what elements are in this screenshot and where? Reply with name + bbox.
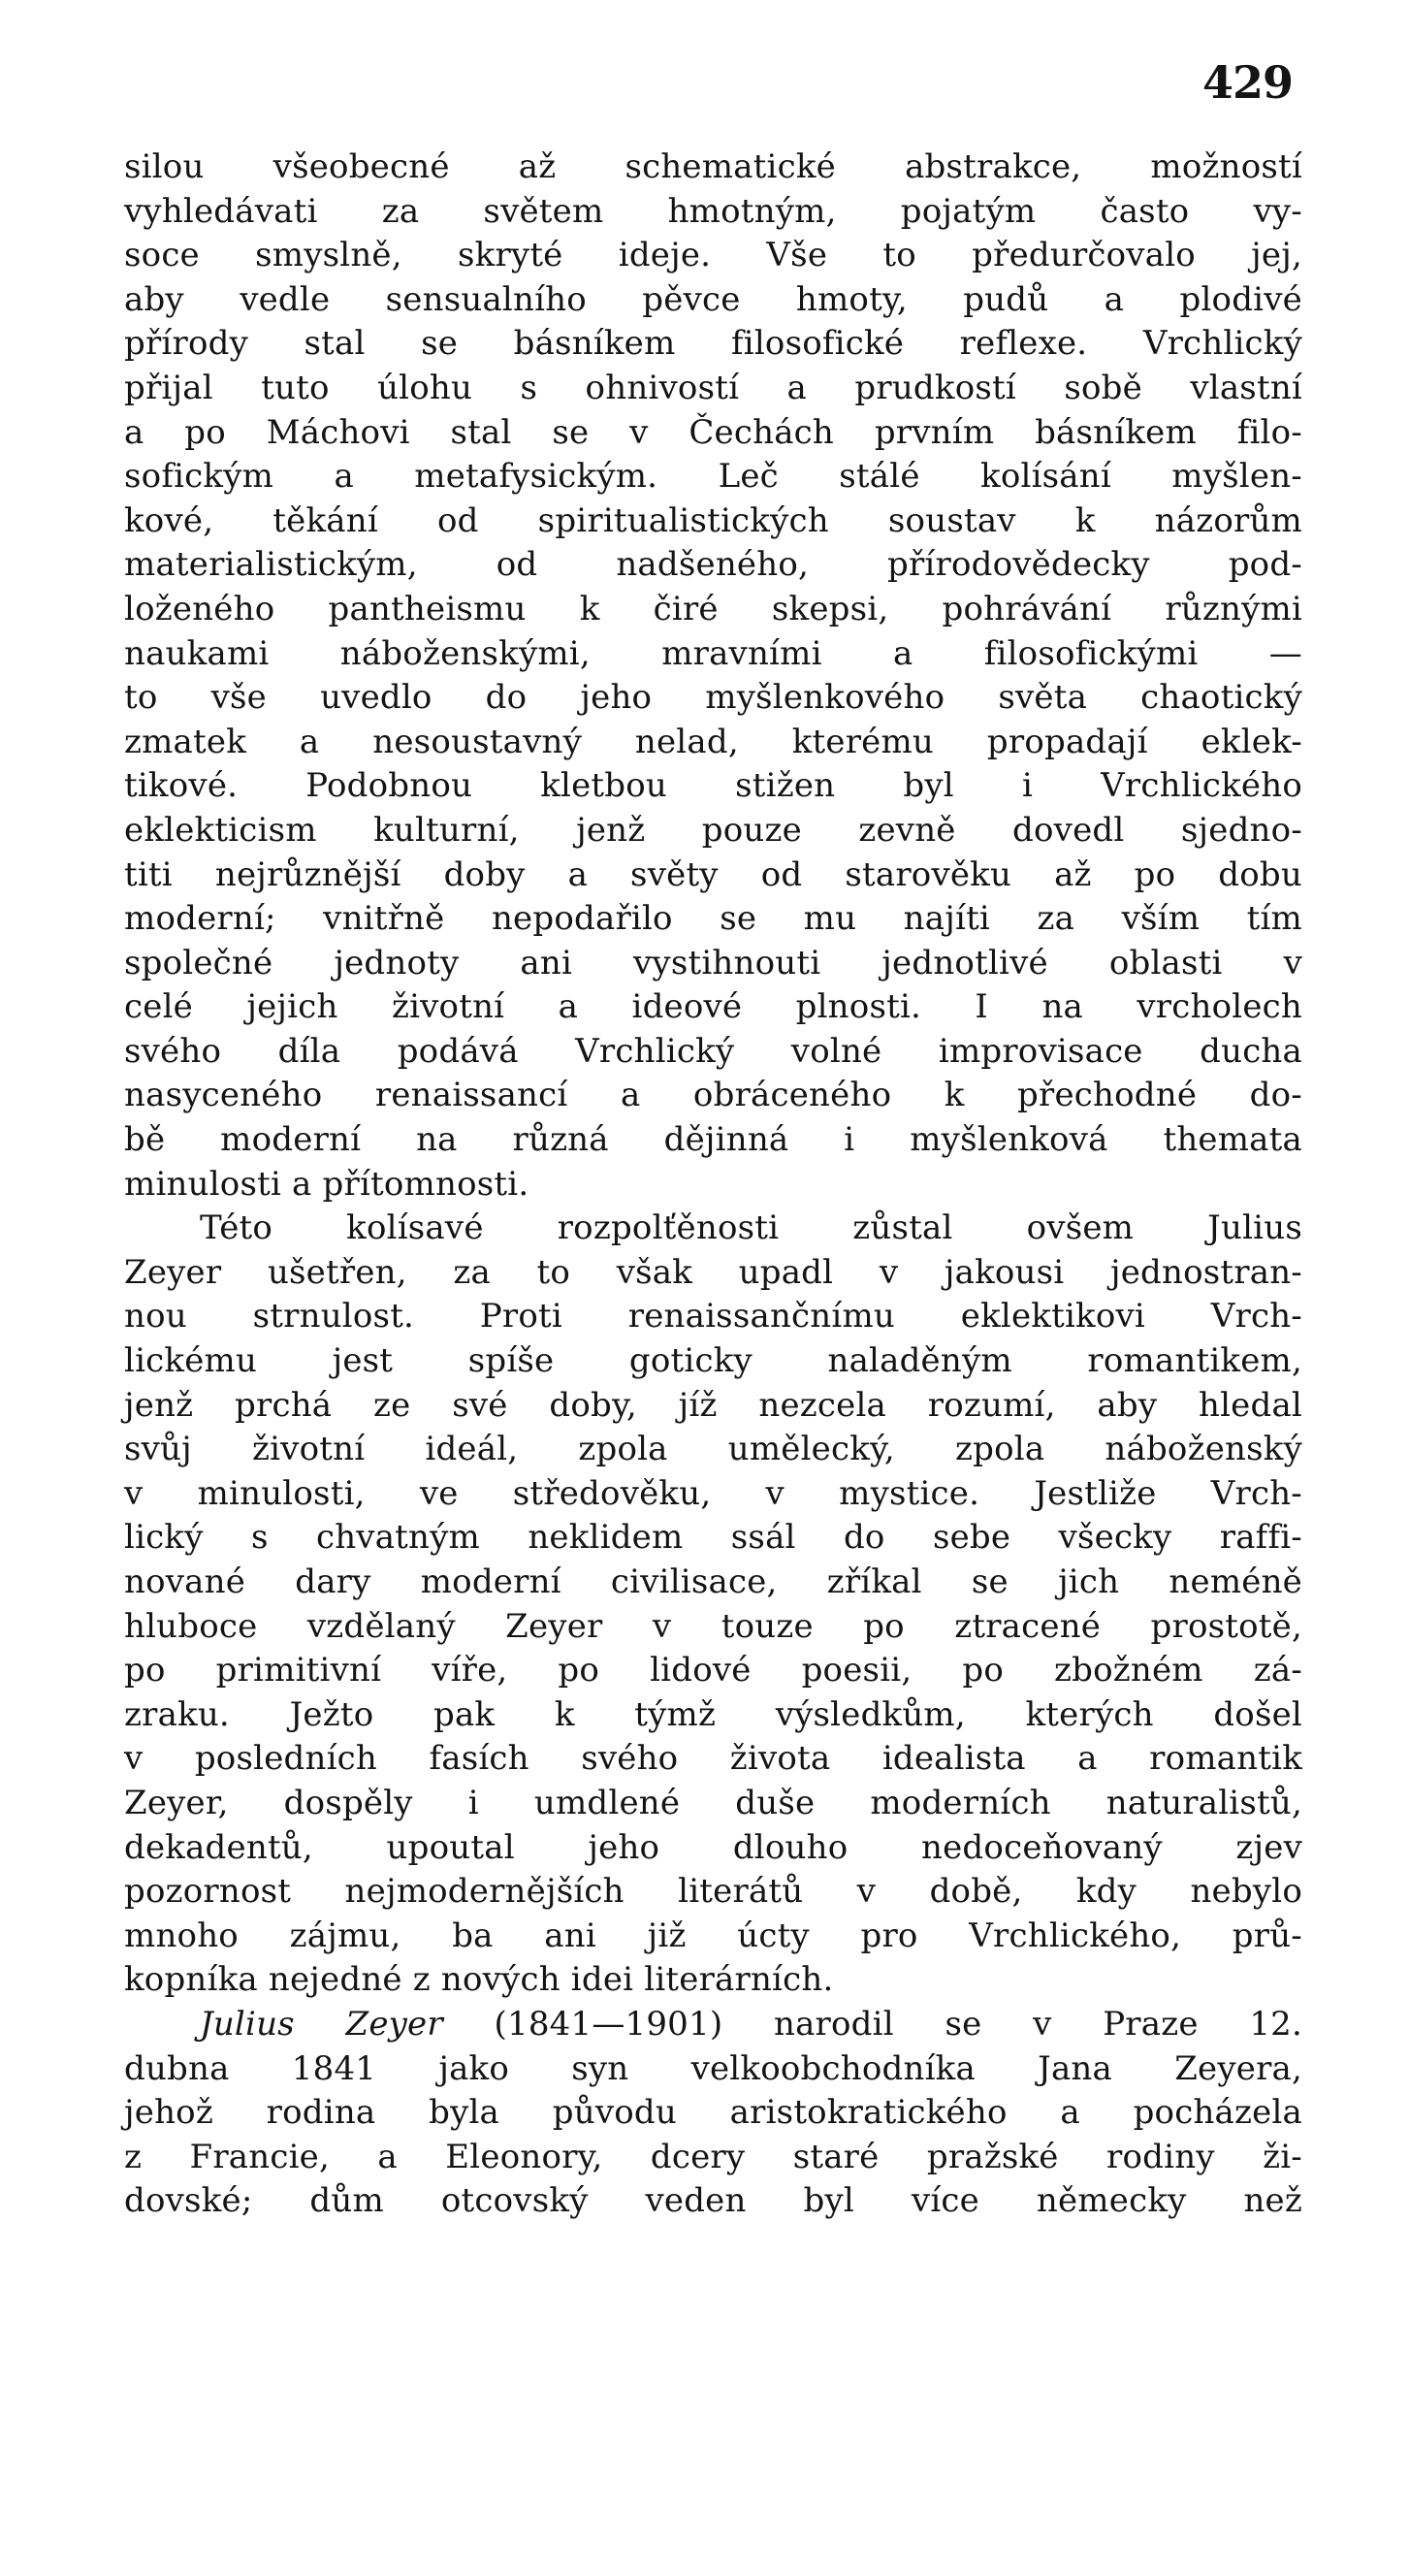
text-line: nasyceného renaissancí a obráceného k přechodné do- [124,1076,1302,1115]
author-name: Julius Zeyer [200,2004,443,2044]
paragraph-3 [124,2003,1302,2224]
text-run: (1841—1901) narodil se v Praze 12. [442,2004,1303,2044]
text-line: lickému jest spíše goticky naladěným romantikem, [124,1341,1302,1381]
text-line: nou strnulost. Proti renaissančnímu eklektikovi Vrch- [124,1297,1302,1336]
text-line: kové, těkání od spiritualistických soustav k názorům [124,500,1302,540]
text-line: sofickým a metafysickým. Leč stálé kolísání myšlen- [124,457,1302,497]
text-line: a po Máchovi stal se v Čechách prvním básníkem filo- [124,412,1302,452]
text-line: nované dary moderní civilisace, zříkal se jich neméně [124,1562,1302,1601]
text-line: z Francie, a Eleonory, dcery staré pražské rodiny ži- [124,2137,1302,2176]
paragraph-1 [124,145,1302,1207]
text-line: po primitivní víře, po lidové poesii, po zbožném zá- [124,1651,1302,1690]
text-line: aby vedle sensualního pěvce hmoty, pudů a plodivé [124,279,1302,319]
text-line: soce smyslně, skryté ideje. Vše to předurčovalo jej, [124,236,1302,275]
text-line: tikové. Podobnou kletbou stižen byl i Vrchlického [124,766,1302,806]
text-line [124,2003,1302,2047]
text-line: loženého pantheismu k čiré skepsi, pohrávání různými [124,589,1302,628]
page-number: 429 [1201,56,1293,109]
text-line: moderní; vnitřně nepodařilo se mu najíti za vším tím [124,899,1302,939]
text-line: dekadentů, upoutal jeho dlouho nedoceňovaný zjev [124,1827,1302,1867]
text-line: silou všeobecné až schematické abstrakce, možností [124,147,1302,186]
text-line: eklekticism kulturní, jenž pouze zevně dovedl sjedno- [124,810,1302,850]
text-line: celé jejich životní a ideové plnosti. I na vrcholech [124,987,1302,1027]
text-line: dovské; dům otcovský veden byl více německy než [124,2181,1302,2221]
text-line: vyhledávati za světem hmotným, pojatým často vy- [124,191,1302,231]
text-line: zraku. Ježto pak k týmž výsledkům, kterých došel [124,1694,1302,1734]
text-line: Zeyer, dospěly i umdlené duše moderních naturalistů, [124,1783,1302,1822]
text-line: dubna 1841 jako syn velkoobchodníka Jana Zeyera, [124,2048,1302,2088]
text-line: přírody stal se básníkem filosofické reflexe. Vrchlický [124,324,1302,364]
text-line: Zeyer ušetřen, za to však upadl v jakousi jednostran- [124,1252,1302,1292]
text-line: materialistickým, od nadšeného, přírodovědecky pod- [124,545,1302,585]
text-line: to vše uvedlo do jeho myšlenkového světa chaotický [124,678,1302,718]
body-text [124,145,1302,2224]
text-line: společné jednoty ani vystihnouti jednotlivé oblasti v [124,943,1302,982]
text-line: kopníka nejedné z nových idei literárních. [124,1960,834,2000]
text-line: pozornost nejmodernějších literátů v době, kdy nebylo [124,1872,1302,1912]
text-line: zmatek a nesoustavný nelad, kterému propadají eklek- [124,722,1302,761]
text-line: Této kolísavé rozpolťěnosti zůstal ovšem Julius [200,1208,1302,1248]
text-line: lický s chvatným neklidem ssál do sebe všecky raffi- [124,1518,1302,1558]
text-line: jenž prchá ze své doby, jíž nezcela rozumí, aby hledal [124,1385,1302,1425]
text-line: svůj životní ideál, zpola umělecký, zpola náboženský [124,1430,1302,1469]
text-line: přijal tuto úlohu s ohnivostí a prudkostí sobě vlastní [124,368,1302,407]
text-line: v posledních fasích svého života idealista a romantik [124,1739,1302,1779]
text-line: naukami náboženskými, mravními a filosofickými — [124,633,1302,673]
text-line: jehož rodina byla původu aristokratického a pocházela [124,2093,1302,2133]
text-line: mnoho zájmu, ba ani již úcty pro Vrchlického, prů- [124,1916,1302,1955]
text-line: titi nejrůznější doby a světy od starověku až po dobu [124,854,1302,894]
text-line: svého díla podává Vrchlický volné improvisace ducha [124,1031,1302,1071]
paragraph-2 [124,1207,1302,2003]
text-line: hluboce vzdělaný Zeyer v touze po ztracené prostotě, [124,1606,1302,1646]
text-line: bě moderní na různá dějinná i myšlenková themata [124,1120,1302,1160]
text-line: v minulosti, ve středověku, v mystice. Jestliže Vrch- [124,1473,1302,1513]
text-line: minulosti a přítomnosti. [124,1164,529,1204]
